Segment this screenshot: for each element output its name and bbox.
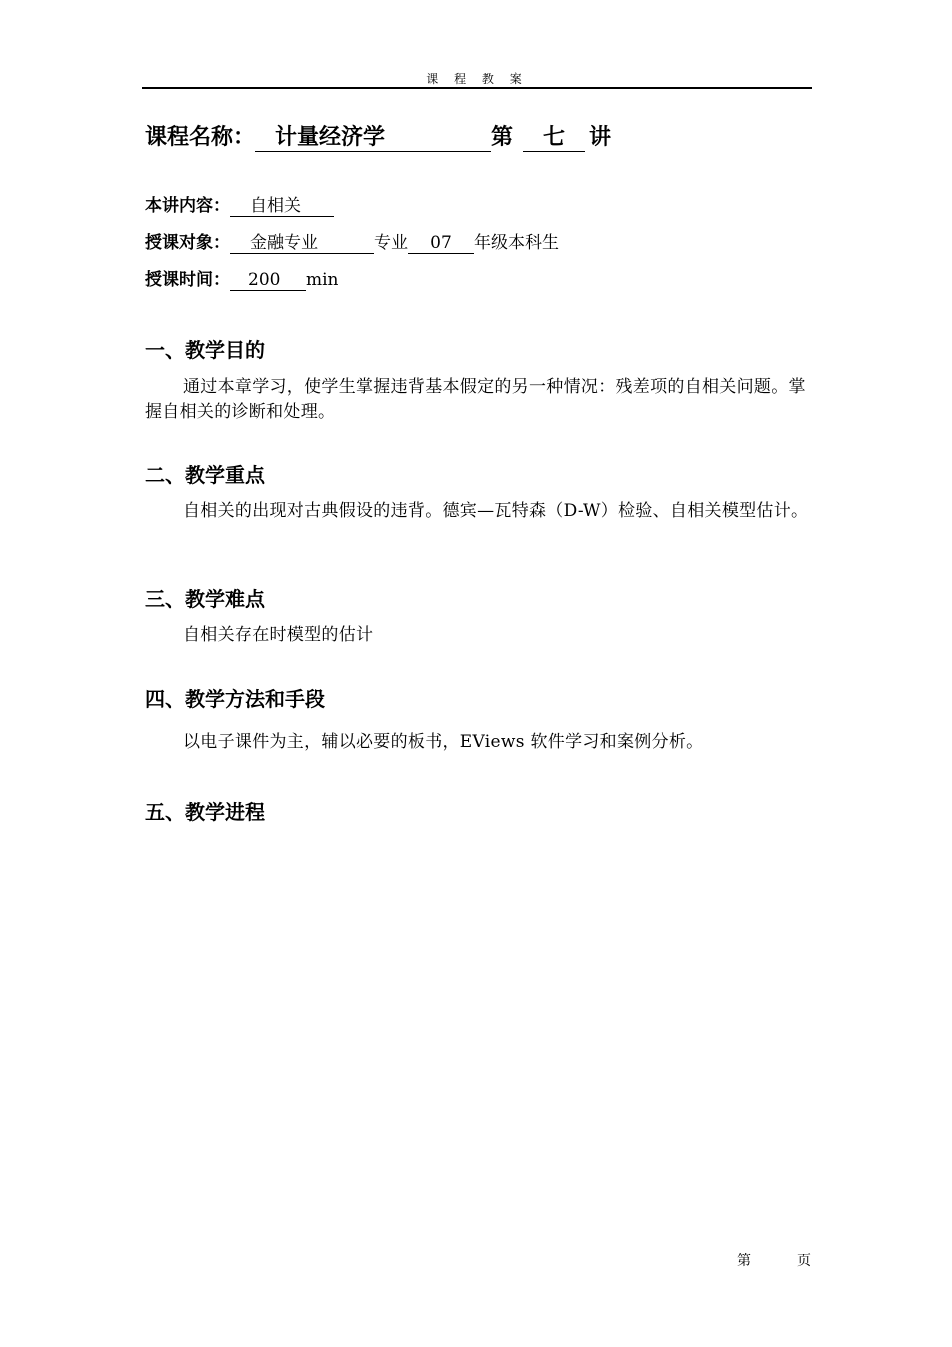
lecture-suffix: 讲: [589, 125, 612, 150]
section-body-key-points: 自相关的出现对古典假设的违背。德宾—瓦特森（D-W）检验、自相关模型估计。: [183, 501, 809, 521]
header-rule: [142, 87, 812, 89]
time-row: [145, 269, 339, 291]
page-prefix: 第: [737, 1253, 751, 1269]
section-body-methods: 以电子课件为主，辅以必要的板书，EViews 软件学习和案例分析。: [183, 732, 704, 752]
page-number-footer: [737, 1250, 811, 1270]
section-heading-methods: 四、教学方法和手段: [145, 687, 325, 711]
section-body-objectives: 通过本章学习，使学生掌握违背基本假定的另一种情况：残差项的自相关问题。掌握自相关的诊断和处理。: [145, 377, 806, 422]
time-unit: min: [306, 270, 339, 290]
course-label: 课程名称：: [145, 125, 256, 150]
course-name: 计量经济学: [255, 125, 491, 152]
page-suffix: 页: [797, 1253, 811, 1269]
audience-major: 金融专业: [230, 233, 374, 254]
lecture-content-row: [145, 195, 334, 217]
content-value: 自相关: [230, 196, 334, 217]
section-heading-objectives: 一、教学目的: [145, 338, 265, 362]
section-heading-key-points: 二、教学重点: [145, 463, 265, 487]
lecture-prefix: 第: [491, 125, 514, 150]
time-value: 200: [230, 270, 306, 291]
section-body-difficulties: 自相关存在时模型的估计: [183, 625, 374, 645]
content-label: 本讲内容：: [145, 196, 230, 216]
course-title-line: [145, 122, 611, 154]
section-heading-progress: 五、教学进程: [145, 800, 265, 824]
audience-year: 07: [408, 233, 474, 254]
lecture-number: 七: [523, 125, 585, 152]
audience-label: 授课对象：: [145, 233, 230, 253]
time-label: 授课时间：: [145, 270, 230, 290]
audience-major-suffix: 专业: [374, 233, 408, 253]
page-header-title: 课 程 教 案: [426, 72, 528, 86]
audience-row: [145, 232, 559, 254]
audience-year-suffix: 年级本科生: [474, 233, 559, 253]
section-heading-difficulties: 三、教学难点: [145, 587, 265, 611]
